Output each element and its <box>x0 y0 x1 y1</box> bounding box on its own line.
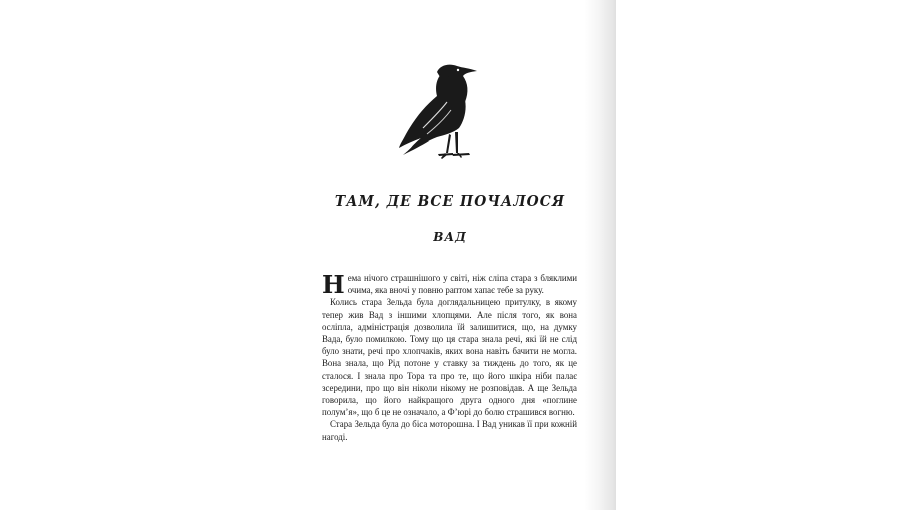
page-edge-shadow <box>584 0 616 510</box>
paragraph-first <box>322 270 577 299</box>
dropcap: Н <box>322 270 345 299</box>
chapter-text <box>322 272 577 443</box>
paragraph: Стара Зельда була до біса моторошна. І Вад уникав її при кожній нагоді. <box>322 419 577 442</box>
raven-icon <box>397 58 493 166</box>
paragraph-first-text: ема нічого страшнішого у світі, ніж сліпа стара з бляклими очима, яка вночі у повню раптом хапає тебе за руку. <box>347 273 577 296</box>
paragraph: Колись стара Зельда була доглядальницею притулку, в якому тепер жив Вад з іншими хлопцями. Але після того, як вона осліпла, адміністрація дозволила їй залишитися, що, на думку Вада, було помилкою. Тому що ця стара знала речі, які їй не слід було знати, речі про хлопчаків, яких вона навіть бачити не могла. Вона знала, що Рід потоне у ставку за тиждень до того, як це сталося. І знала про Тора та про те, що його шкіра ніби палає зсередини, про що він ніколи нікому не розповідав. А ще Зельда говорила, що його найкращого друга одного дня «поглине полум’я», що б це не означало, а Ф’юрі до болю страшився вогню. <box>322 297 577 418</box>
chapter-subtitle: ВАД <box>433 230 467 244</box>
chapter-title: ТАМ, ДЕ ВСЕ ПОЧАЛОСЯ <box>334 192 566 210</box>
